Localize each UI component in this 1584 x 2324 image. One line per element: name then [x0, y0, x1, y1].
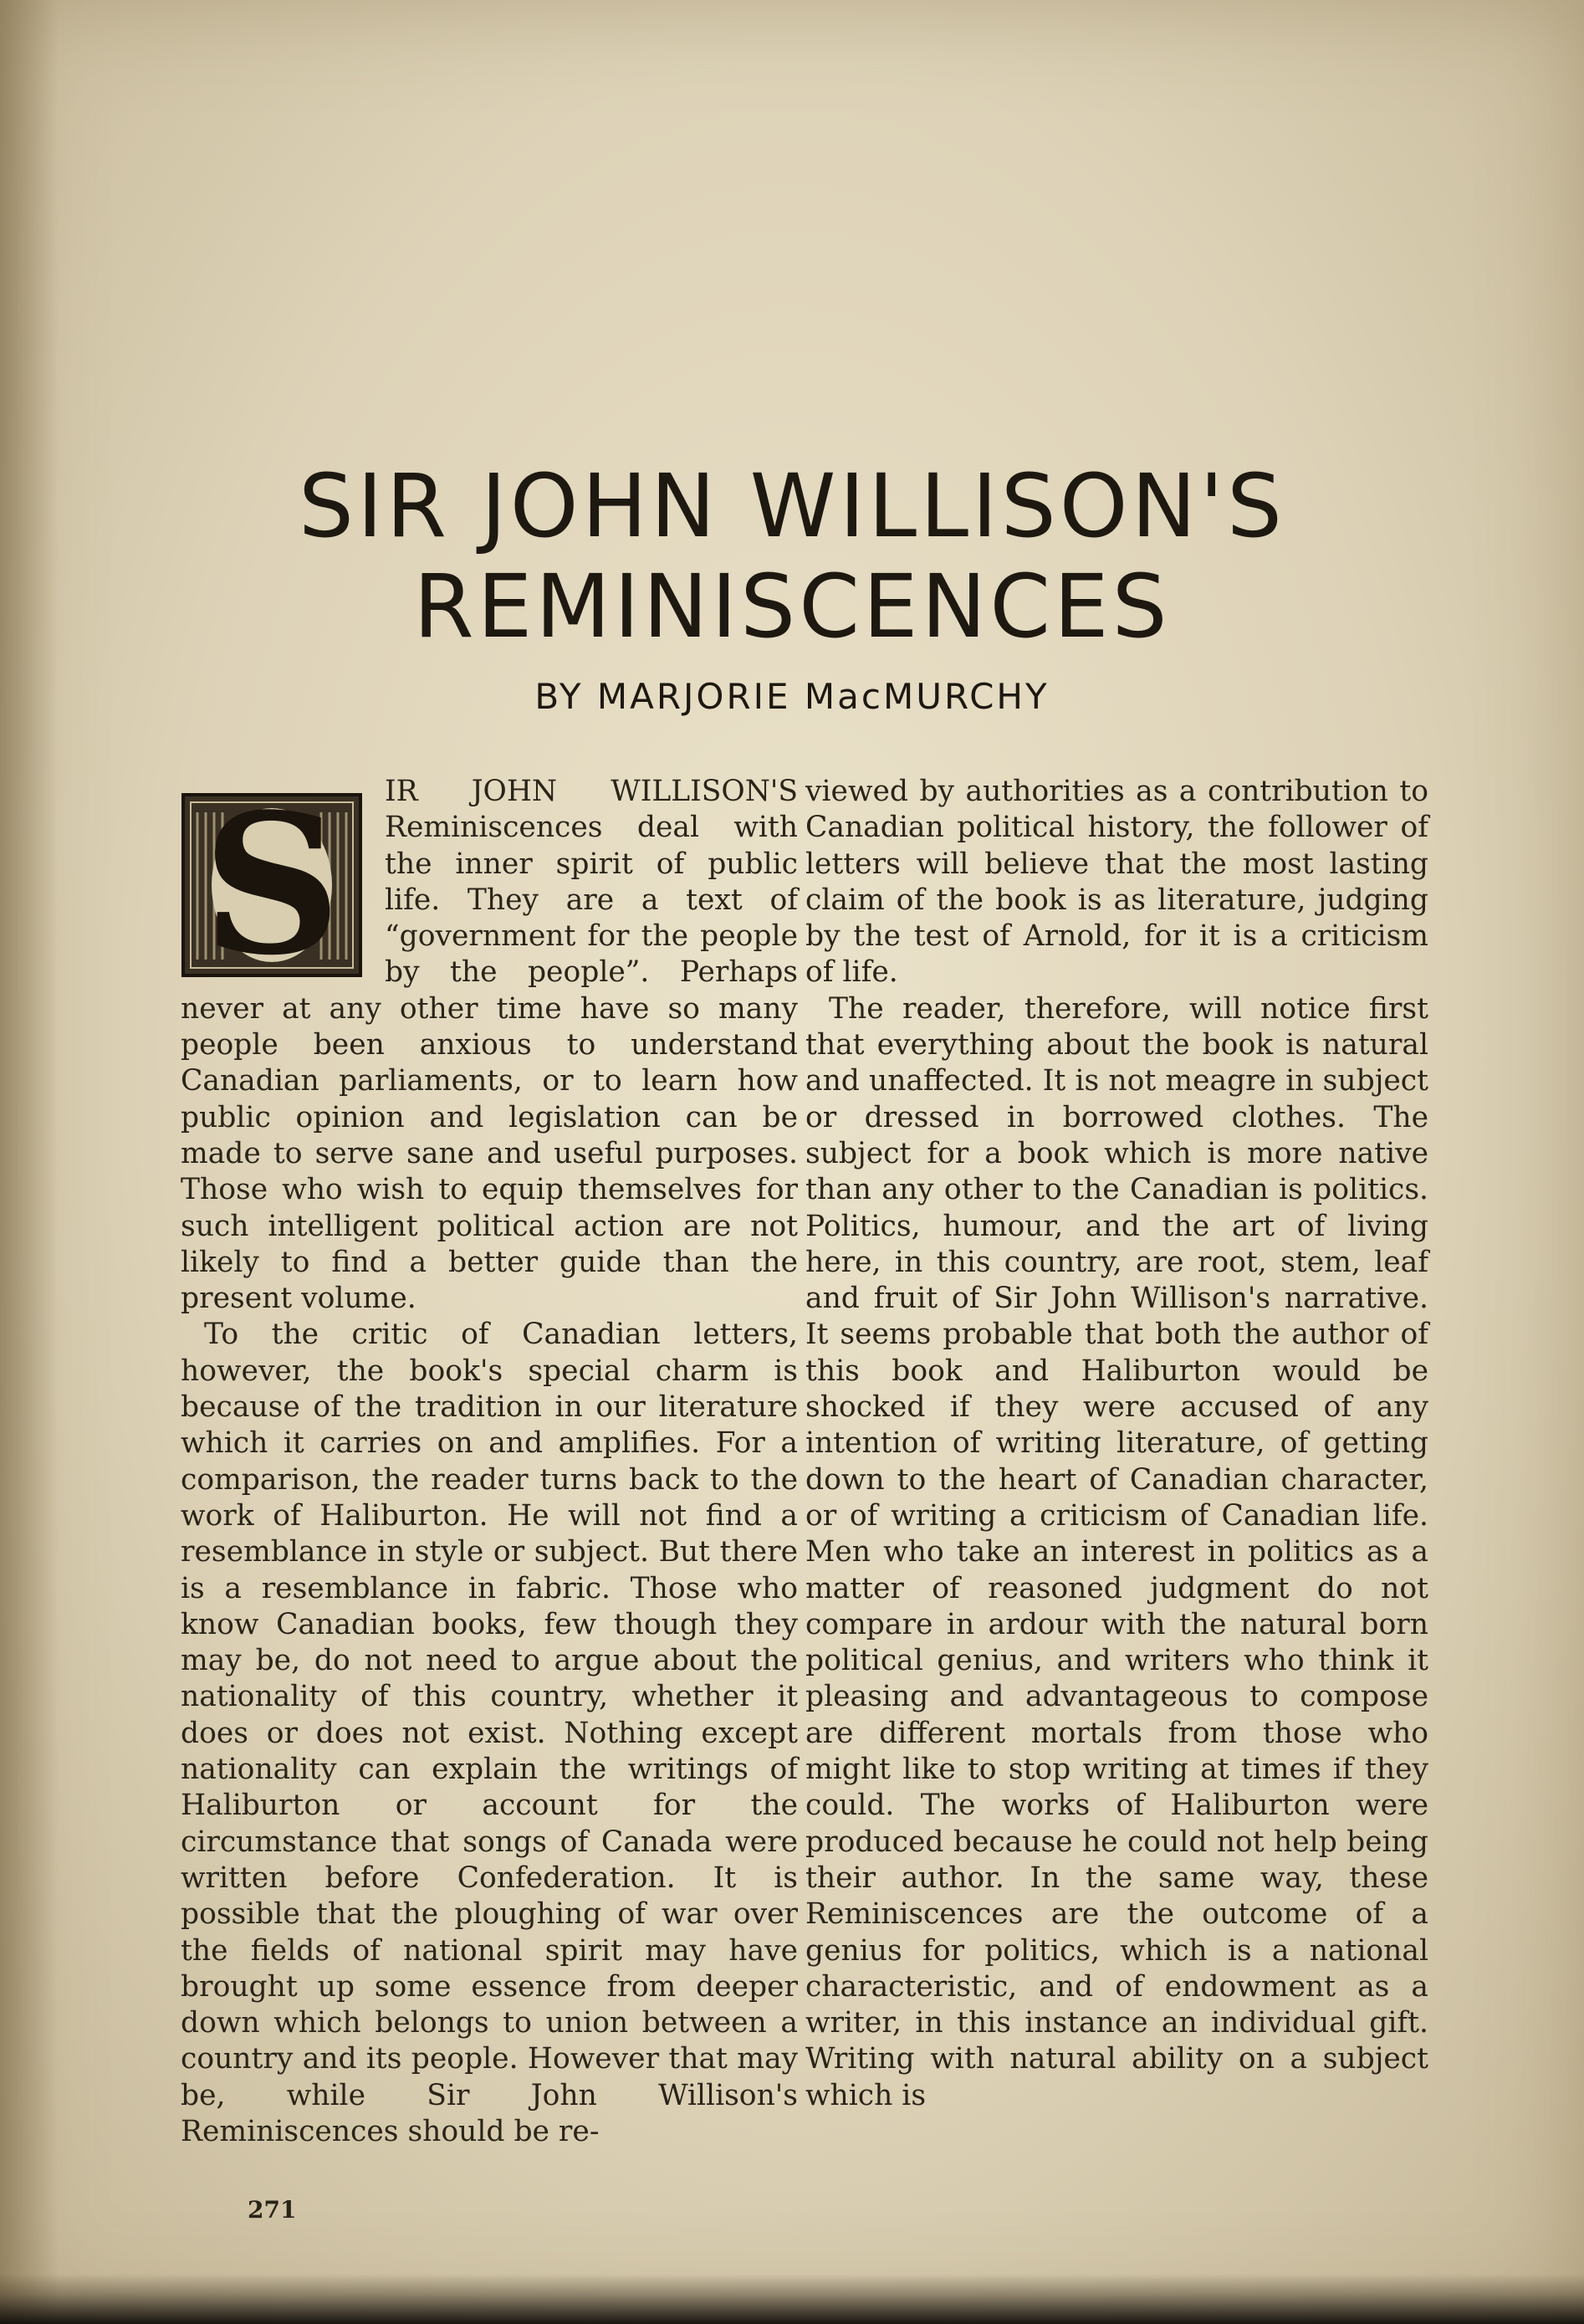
- drop-cap-letter: S: [202, 772, 342, 998]
- article-column-left: [181, 774, 798, 2150]
- page-number: 271: [248, 2196, 297, 2224]
- article-title-line-1: SIR JOHN WILLISON'S: [299, 455, 1285, 557]
- right-paragraph-2: The reader, therefore, will notice first that everything about the book is natural and unaffected. It is not meagre in subject or dressed in borrowed clothes. The subject for a book which is more native than any other to the Canadian is politics. Politics, humour, and the art of living here, in this country, are root, stem, leaf and fruit of Sir John Willison's narrative. It seems probable that both the author of this book and Haliburton would be shocked if they were accused of any intention of writing literature, of getting down to the heart of Canadian character, or of writing a criticism of Canadian life. Men who take an interest in politics as a matter of reasoned judgment do not compare in ardour with the natural born political genius, and writers who think it pleasing and advantageous to compose are different mortals from those who might like to stop writing at times if they could. The works of Haliburton were produced because he could not help being their author. In the same way, these Reminiscences are the outcome of a genius for politics, which is a national characteristic, and of endowment as a writer, in this instance an individual gift. Writing with natural ability on a subject which is: [805, 991, 1428, 2112]
- scan-bottom-edge: [0, 2274, 1584, 2324]
- page-binding-shadow: [0, 0, 59, 2324]
- left-paragraph-1: IR JOHN WILLISON'S Reminiscences deal with the inner spirit of public life. They are a text of “government for the people by the people”. Perhaps never at any other time have so many people been anxious to understand Canadian parliaments, or to learn how public opinion and legislation can be made to serve sane and useful purposes. Those who wish to equip themselves for such intelligent political action are not likely to find a better guide than the present volume.: [181, 775, 798, 1316]
- right-paragraph-1: viewed by authorities as a contribution to Canadian political history, the follower of letters will believe that the most lasting claim of the book is as literature, judging by the test of Arnold, for it is a criticism of life.: [805, 775, 1428, 990]
- article-column-right: [805, 774, 1428, 2114]
- article-byline: BY MARJORIE MacMURCHY: [534, 676, 1050, 717]
- drop-cap-ornament: [181, 772, 363, 998]
- article-title-line-2: REMINISCENCES: [413, 555, 1171, 658]
- left-paragraph-2: To the critic of Canadian letters, however, the book's special charm is because of the tradition in our literature which it carries on and amplifies. For a comparison, the reader turns back to the work of Haliburton. He will not find a resemblance in style or subject. But there is a resemblance in fabric. Those who know Canadian books, few though they may be, do not need to argue about the nationality of this country, whether it does or does not exist. Nothing except nationality can explain the writings of Haliburton or account for the circumstance that songs of Canada were written before Confederation. It is possible that the ploughing of war over the fields of national spirit may have brought up some essence from deeper down which belongs to union between a country and its people. However that may be, while Sir John Willison's Reminiscences should be re-: [181, 1318, 798, 2148]
